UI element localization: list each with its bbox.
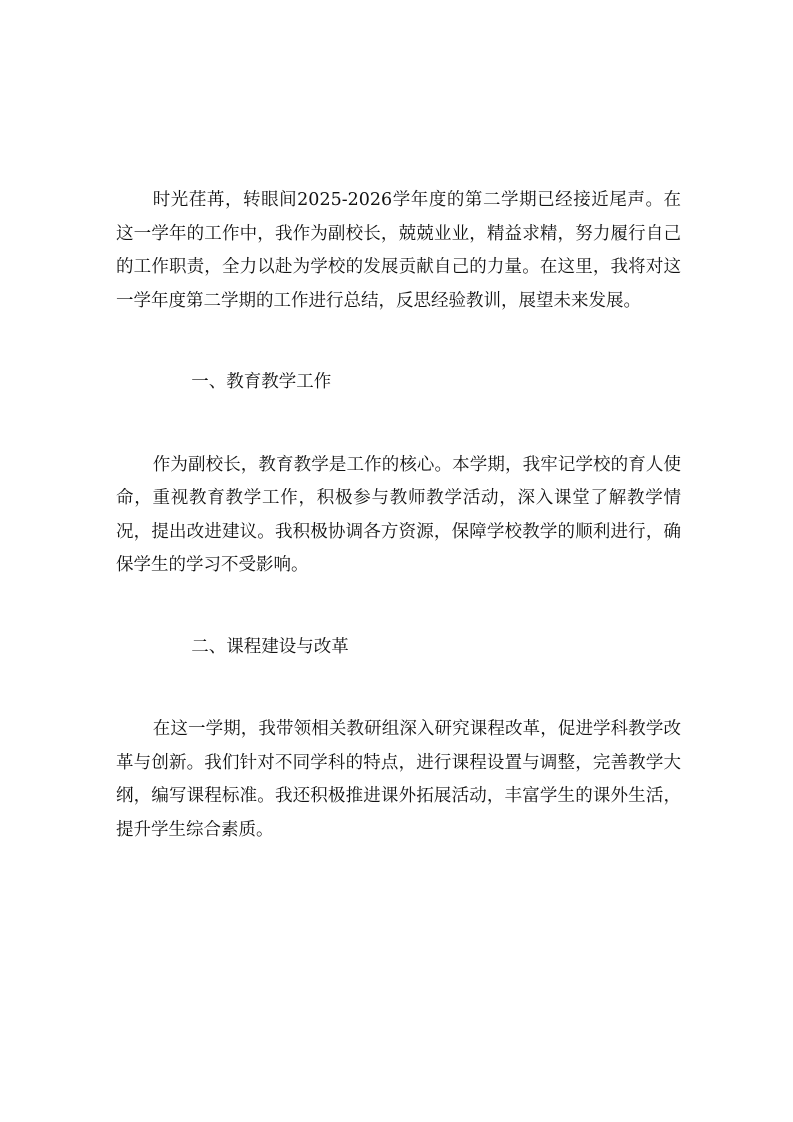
section-paragraph-teaching: 作为副校长，教育教学是工作的核心。本学期，我牢记学校的育人使命，重视教育教学工作，积极参与教师教学活动，深入课堂了解教学情况，提出改进建议。我积极协调各方资源，保障学校教学的顺利进行，确保学生的学习不受影响。	[116, 454, 681, 575]
document-body	[116, 184, 681, 847]
section-paragraph-curriculum: 在这一学期，我带领相关教研组深入研究课程改革，促进学科教学改革与创新。我们针对不同学科的特点，进行课程设置与调整，完善教学大纲，编写课程标准。我还积极推进课外拓展活动，丰富学生的课外生活，提升学生综合素质。	[116, 719, 681, 840]
section-heading-teaching: 一、教育教学工作	[191, 372, 332, 392]
section-heading-curriculum: 二、课程建设与改革	[191, 636, 349, 657]
intro-paragraph: 时光荏苒，转眼间2025-2026学年度的第二学期已经接近尾声。在这一学年的工作中，我作为副校长，兢兢业业，精益求精，努力履行自己的工作职责，全力以赴为学校的发展贡献自己的力量。在这里，我将对这一学年度第二学期的工作进行总结，反思经验教训，展望未来发展。	[116, 190, 681, 311]
